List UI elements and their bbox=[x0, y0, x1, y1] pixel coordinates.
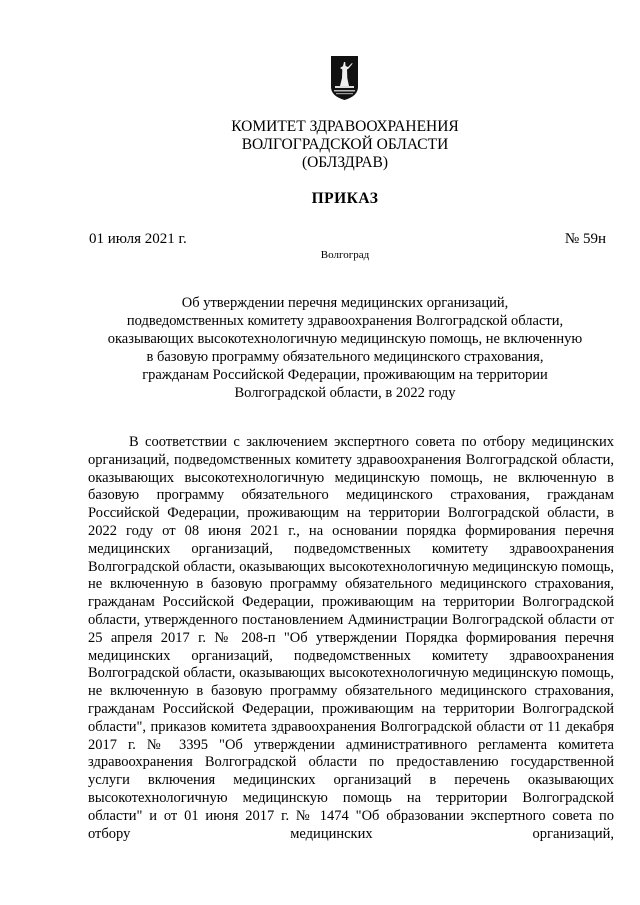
title-line: оказывающих высокотехнологичную медицинскую помощь, не включенную bbox=[107, 331, 583, 347]
title-line: в базовую программу обязательного медицинского страхования, bbox=[146, 349, 544, 365]
body-paragraph: В соответствии с заключением экспертного совета по отбору медицинских организаций, подведомственных комитету здравоохранения Волгоградской области, оказывающих высокотехнологичную медицинскую помощь, не включенную в базовую программу обязательного медицинского страхования, гражданам Российской Федерации, проживающим на территории Волгоградской области, в 2022 году от 08 июня 2021 г., на основании порядка формирования перечня медицинских организаций, подведомственных комитету здравоохранения Волгоградской области, оказывающих высокотехнологичную медицинскую помощь, не включенную в базовую программу обязательного медицинского страхования, гражданам Российской Федерации, проживающим на территории Волгоградской области, утвержденного постановлением Администрации Волгоградской области от 25 апреля 2017 г. № 208-п "Об утверждении Порядка формирования перечня медицинских организаций, подведомственных комитету здравоохранения Волгоградской области, оказывающих высокотехнологичную медицинскую помощь, не включенную в базовую программу обязательного медицинского страхования, гражданам Российской Федерации, проживающим на территории Волгоградской области", приказов комитета здравоохранения Волгоградской области от 11 декабря 2017 г. № 3395 "Об утверждении административного регламента комитета здравоохранения Волгоградской области по предоставлению государственной услуги включения медицинских организаций в перечень оказывающих высокотехнологичную медицинскую помощь на территории Волгоградской области" и от 01 июня 2017 г. № 1474 "Об образовании экспертного совета по отбору медицинских организаций, bbox=[88, 434, 614, 842]
title-line: гражданам Российской Федерации, проживающим на территории bbox=[142, 367, 548, 383]
document-title bbox=[95, 294, 595, 402]
header-line-3: (ОБЛЗДРАВ) bbox=[301, 154, 389, 171]
title-line: Волгоградской области, в 2022 году bbox=[234, 385, 456, 401]
document-city: Волгоград bbox=[320, 249, 370, 261]
organization-header bbox=[160, 118, 530, 172]
title-line: Об утверждении перечня медицинских организаций, bbox=[181, 295, 509, 311]
document-body bbox=[88, 434, 614, 843]
title-line: подведомственных комитету здравоохранения Волгоградской области, bbox=[126, 313, 564, 329]
document-type: ПРИКАЗ bbox=[311, 190, 379, 207]
header-line-1: КОМИТЕТ ЗДРАВООХРАНЕНИЯ bbox=[231, 118, 459, 135]
header-line-2: ВОЛГОГРАДСКОЙ ОБЛАСТИ bbox=[241, 136, 449, 153]
document-date: 01 июля 2021 г. bbox=[89, 231, 187, 247]
document-number: № 59н bbox=[564, 231, 606, 247]
coat-of-arms-icon bbox=[331, 56, 358, 100]
